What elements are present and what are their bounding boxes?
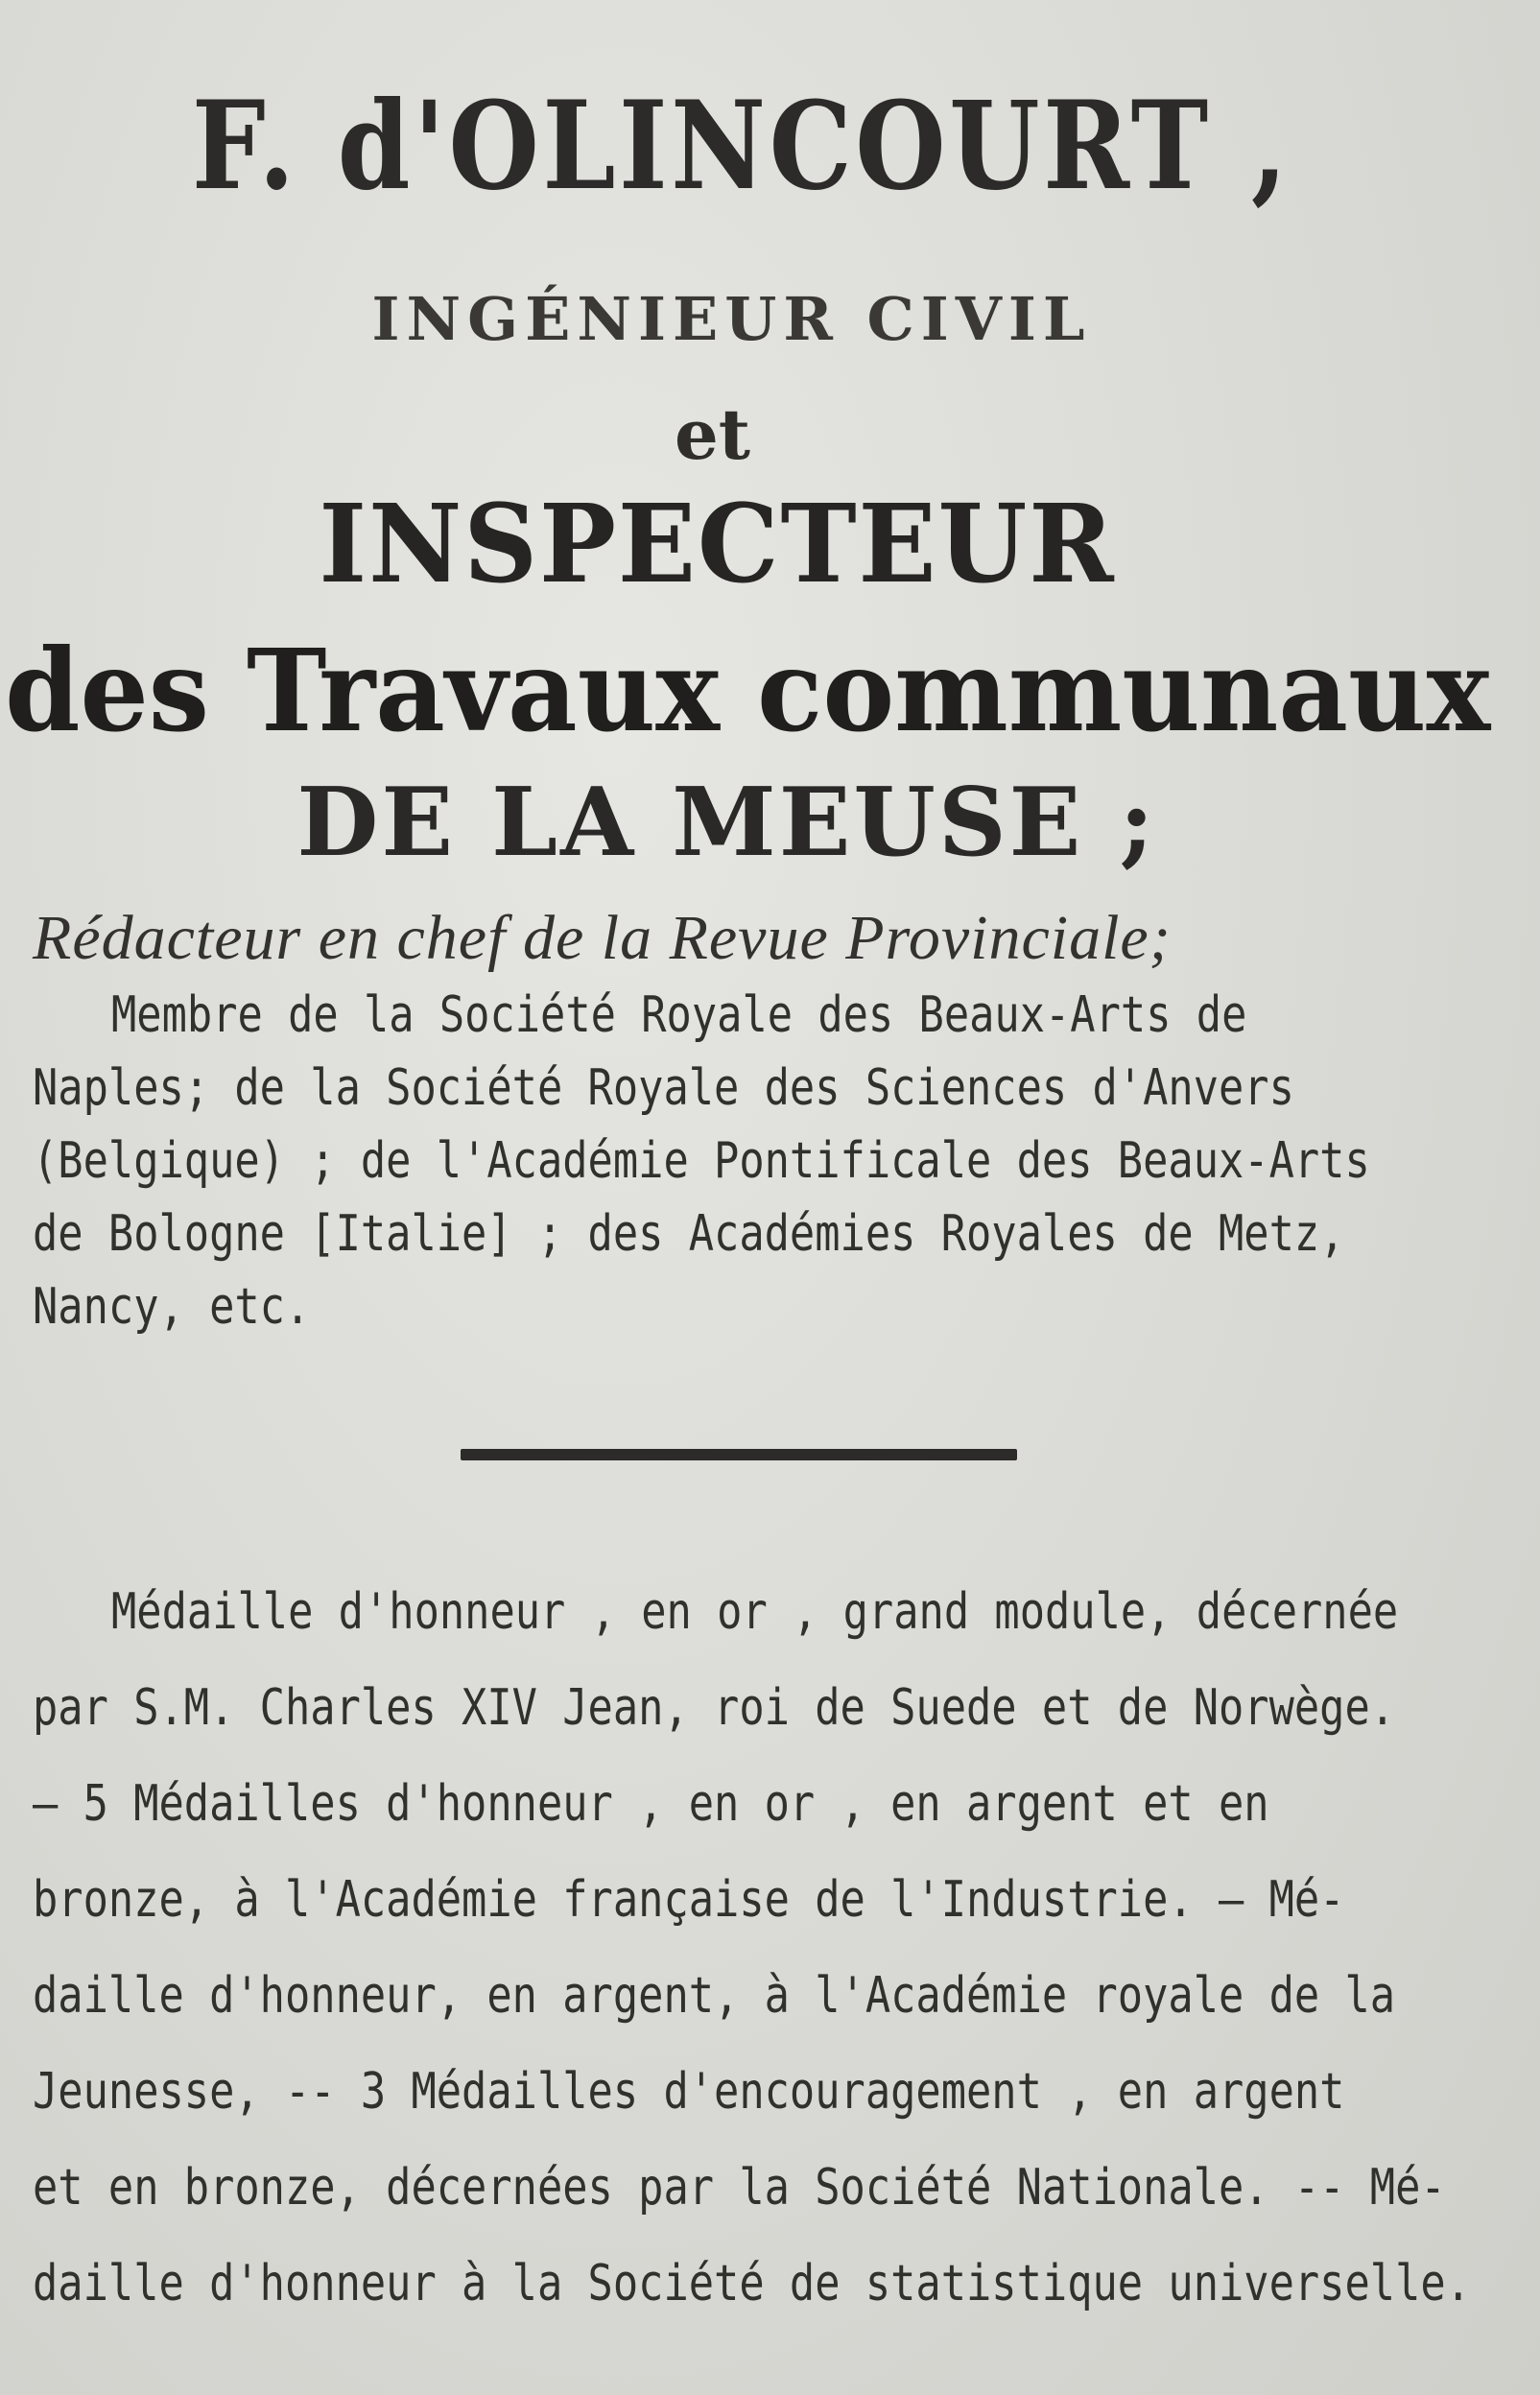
editor-line: Rédacteur en chef de la Revue Provinciale; <box>33 903 1172 973</box>
award-line: Jeunesse, -- 3 Médailles d'encouragement , en argent <box>33 2063 1345 2121</box>
award-line: et en bronze, décernées par la Société Nationale. -- Mé- <box>33 2159 1446 2217</box>
role-heading: INSPECTEUR <box>319 482 1116 607</box>
award-line: daille d'honneur à la Société de statistique universelle. <box>33 2255 1471 2312</box>
role-object-heading: des Travaux communaux <box>5 624 1491 757</box>
membership-line: Nancy, etc. <box>33 1278 311 1336</box>
award-line: — 5 Médailles d'honneur , en or , en argent et en <box>33 1775 1269 1833</box>
membership-line: de Bologne [Italie] ; des Académies Royales de Metz, <box>33 1205 1345 1263</box>
author-name: F. d'OLINCOURT , <box>191 75 1291 217</box>
award-line: bronze, à l'Académie française de l'Industrie. — Mé- <box>33 1871 1345 1929</box>
award-line: par S.M. Charles XIV Jean, roi de Suede et de Norwège. <box>33 1679 1396 1737</box>
membership-line: Naples; de la Société Royale des Sciences d'Anvers <box>33 1059 1294 1117</box>
conjunction-text: et <box>674 393 751 475</box>
region-heading: DE LA MEUSE ; <box>296 768 1157 878</box>
award-line: daille d'honneur, en argent, à l'Académie royale de la <box>33 1967 1396 2025</box>
author-title: INGÉNIEUR CIVIL <box>371 284 1092 354</box>
membership-line: Membre de la Société Royale des Beaux-Arts de <box>111 986 1247 1044</box>
divider-rule <box>461 1449 1017 1460</box>
membership-line: (Belgique) ; de l'Académie Pontificale des Beaux-Arts <box>33 1132 1370 1190</box>
award-line: Médaille d'honneur , en or , grand module, décernée <box>111 1583 1399 1641</box>
